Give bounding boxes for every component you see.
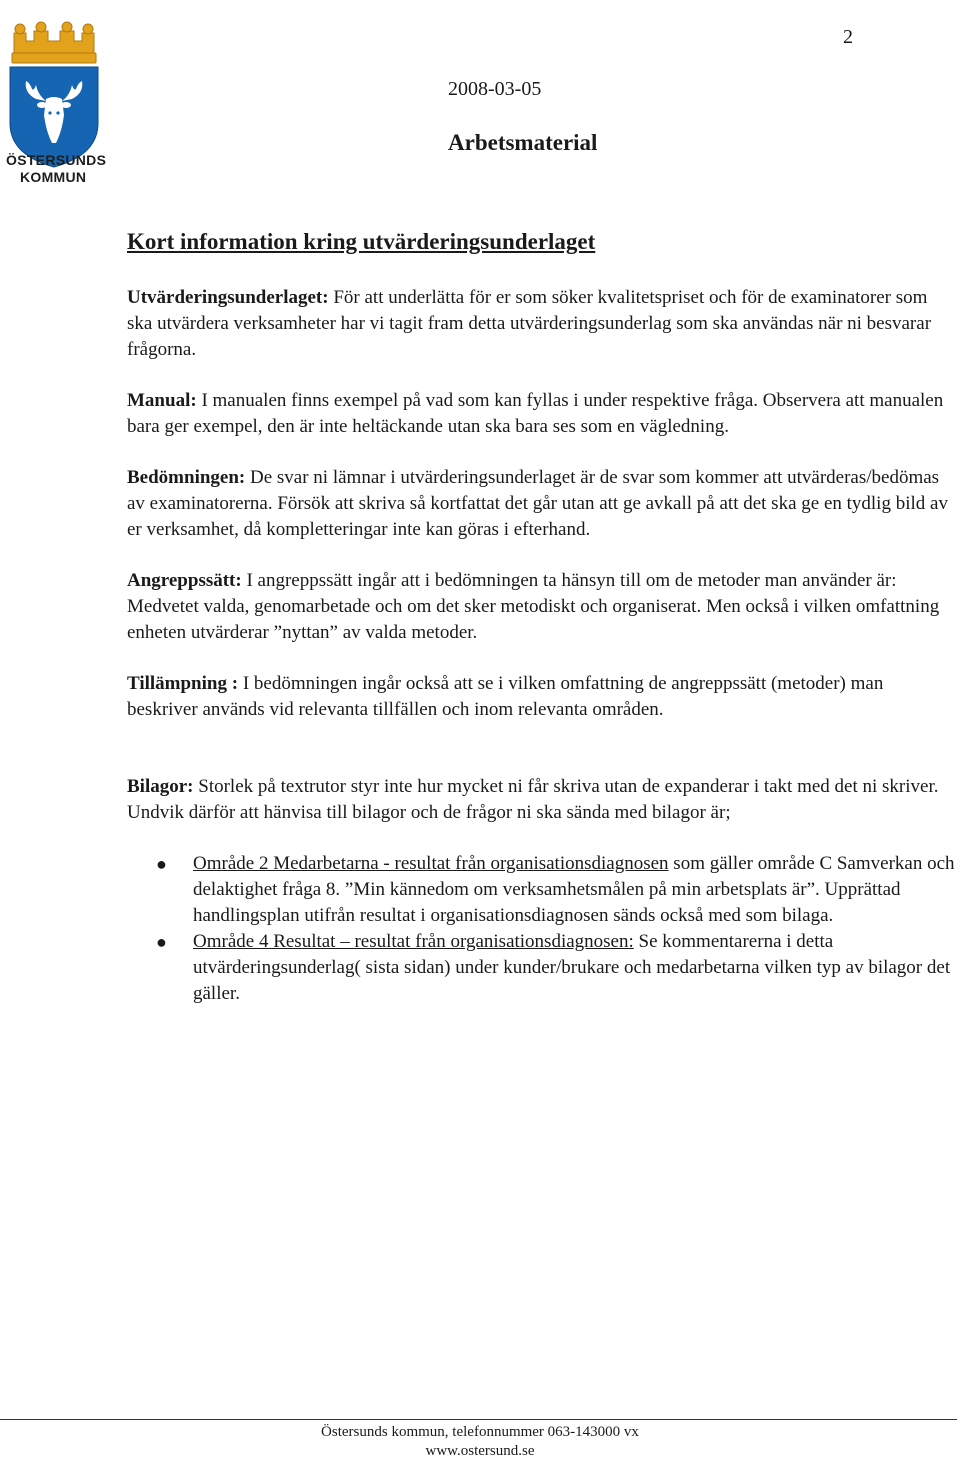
section-text: Storlek på textrutor styr inte hur mycket ni får skriva utan de expanderar i takt med det ni skriver. Undvik därför att hänvisa till bilagor och de frågor ni ska sända med bilagor är; <box>127 776 939 823</box>
section-label: Tillämpning : <box>127 673 239 694</box>
section-text: I bedömningen ingår också att se i vilken omfattning de angreppssätt (metoder) man beskriver används vid relevanta tillfällen och inom relevanta områden. <box>127 673 884 720</box>
footer-contact: Östersunds kommun, telefonnummer 063-143000 vx <box>321 1424 639 1440</box>
section-bilagor <box>127 774 957 826</box>
attachment-list <box>127 851 957 1007</box>
section-manual <box>127 388 957 440</box>
municipality-wordmark <box>6 152 107 186</box>
section-bedomningen <box>127 465 957 543</box>
page-number: 2 <box>843 26 853 48</box>
section-tillampning <box>127 671 957 723</box>
bullet-icon: ● <box>156 932 167 952</box>
section-label: Angreppssätt: <box>127 570 242 591</box>
footer-website: www.ostersund.se <box>425 1443 535 1459</box>
section-text: I angreppssätt ingår att i bedömningen ta hänsyn till om de metoder man använder är: Medvetet valda, genomarbetade och om det sker metodiskt och organiserat. Men också i vilken omfattning enheten utvärderar ”nyttan” av valda metoder. <box>127 570 940 643</box>
document-label: Arbetsmaterial <box>448 130 598 155</box>
wordmark-line-1: ÖSTERSUNDS <box>6 152 107 168</box>
section-label: Bilagor: <box>127 776 194 797</box>
list-item-text: Se kommentarerna i detta utvärderingsunderlag( sista sidan) under kunder/brukare och medarbetarna vilken typ av bilagor det gäller. <box>193 931 951 1004</box>
wordmark-line-2: KOMMUN <box>20 169 87 185</box>
section-label: Utvärderingsunderlaget: <box>127 287 329 308</box>
list-item-title: Område 2 Medarbetarna - resultat från organisationsdiagnosen <box>193 853 669 874</box>
section-text: För att underlätta för er som söker kvalitetspriset och för de examinatorer som ska utvärdera verksamheter har vi tagit fram detta utvärderingsunderlag som ska användas när ni besvarar frågorna. <box>127 287 932 360</box>
section-text: De svar ni lämnar i utvärderingsunderlaget är de svar som kommer att utvärderas/bedömas av examinatorerna. Försök att skriva så kortfattat det går utan att ge avkall på att det ska ge en tydlig bild av er verksamhet, då kompletteringar inte kan göras i efterhand. <box>127 467 948 540</box>
section-label: Bedömningen: <box>127 467 246 488</box>
document-date: 2008-03-05 <box>448 78 542 100</box>
section-label: Manual: <box>127 390 197 411</box>
document-body <box>127 229 957 1007</box>
list-item <box>126 851 957 929</box>
section-angreppssatt <box>127 568 957 646</box>
list-item-text: som gäller område C Samverkan och delaktighet fråga 8. ”Min kännedom om verksamhetsmålen på min arbetsplats är”. Upprättad handlingsplan utifrån resultat i organisationsdiagnosen sänds också med som bilaga. <box>193 853 955 926</box>
footer-divider <box>0 1419 957 1420</box>
bullet-icon: ● <box>156 854 167 874</box>
list-item-title: Område 4 Resultat – resultat från organisationsdiagnosen: <box>193 931 634 952</box>
section-utvarderingsunderlaget <box>127 285 957 363</box>
page-title: Kort information kring utvärderingsunderlaget <box>127 229 596 254</box>
section-text: I manualen finns exempel på vad som kan fyllas i under respektive fråga. Observera att manualen bara ger exempel, den är inte heltäckande utan ska bara ses som en vägledning. <box>127 390 944 437</box>
list-item <box>126 929 957 1007</box>
